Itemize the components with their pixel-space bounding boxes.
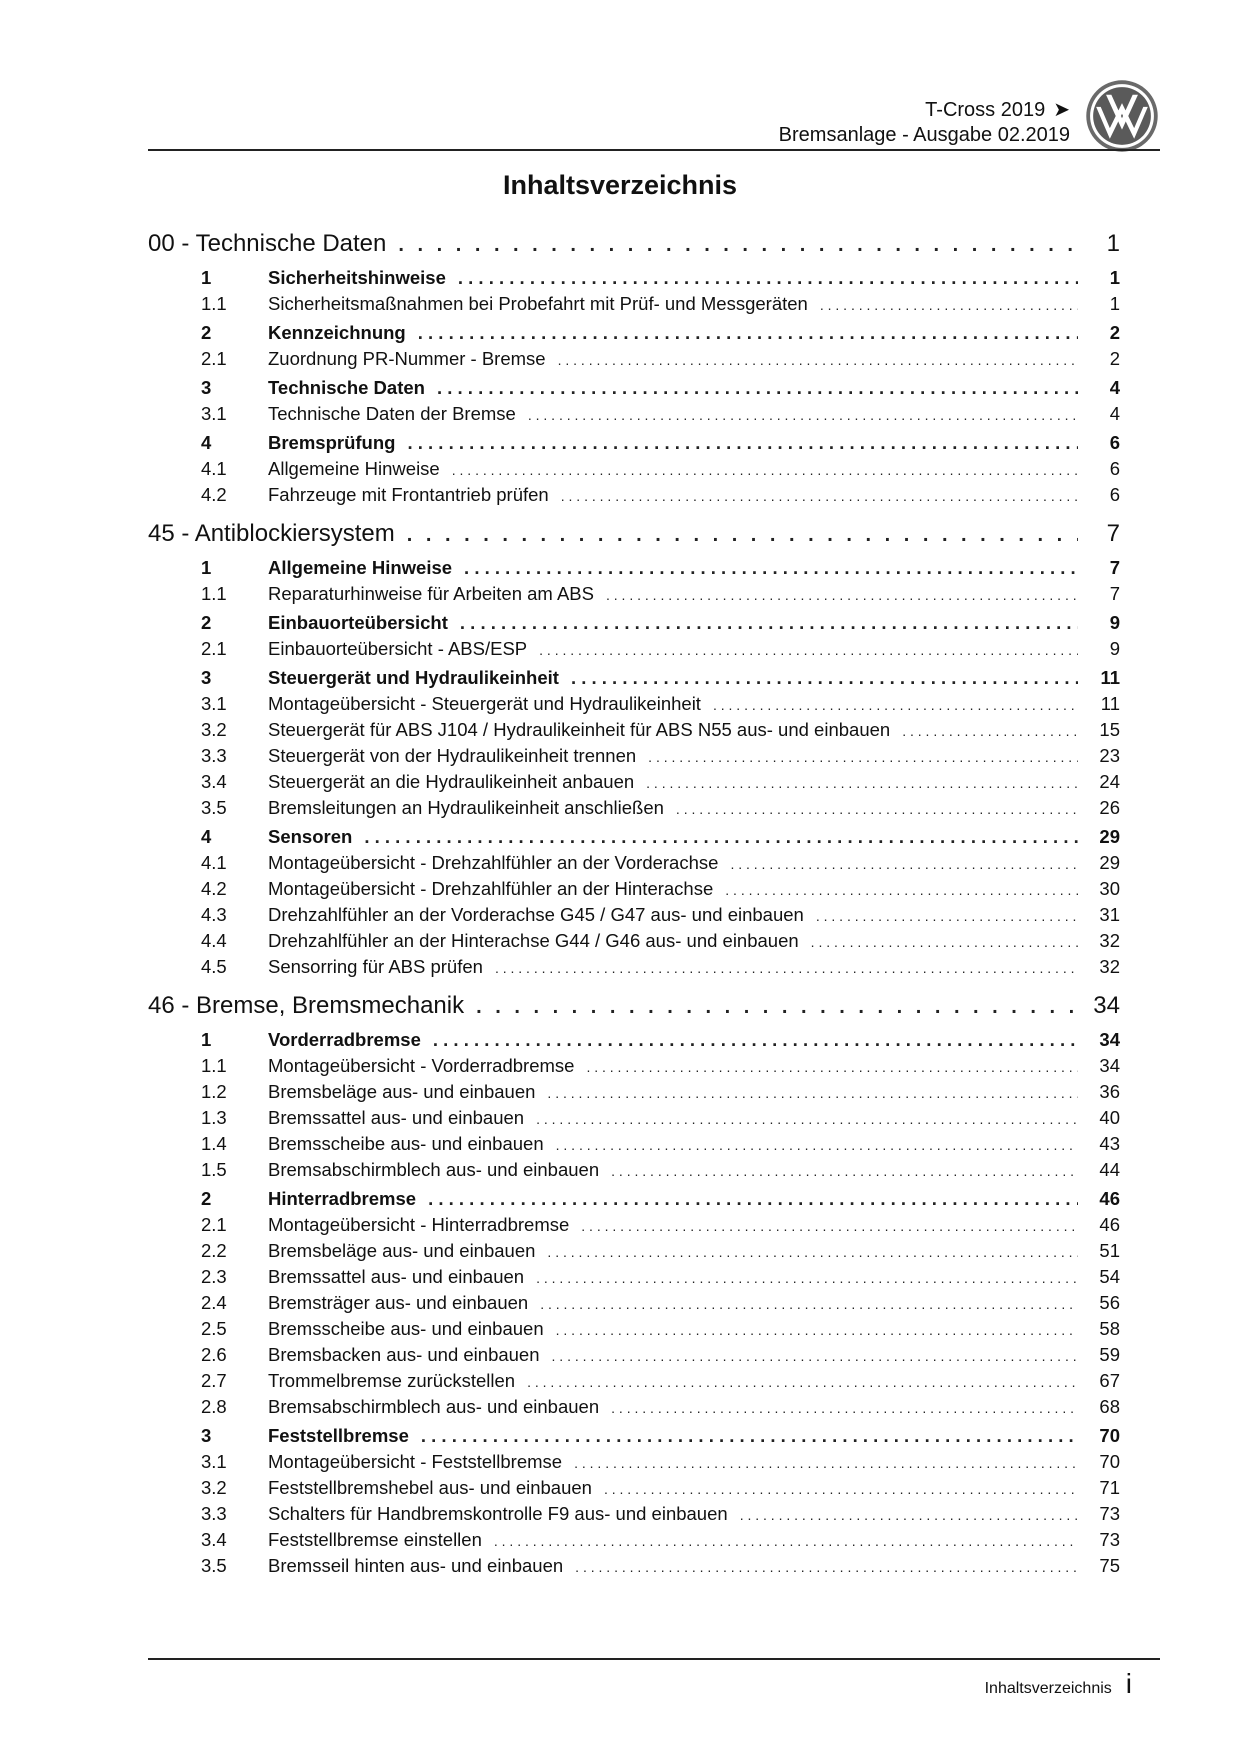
dot-leader <box>648 749 1078 765</box>
toc-page-number: 1 <box>1109 267 1120 288</box>
dot-leader <box>740 1507 1078 1523</box>
toc-entry-label: Trommelbremse zurückstellen <box>268 1370 516 1391</box>
toc-entry-number: 3.2 <box>201 719 227 740</box>
dot-leader <box>536 1111 1078 1127</box>
toc-sub[interactable] <box>148 293 1120 319</box>
toc-page-number: 68 <box>1099 1396 1120 1417</box>
dot-leader <box>604 1481 1078 1497</box>
toc-page-number: 73 <box>1099 1529 1120 1550</box>
toc-entry-label: Bremsabschirmblech aus- und einbauen <box>268 1159 600 1180</box>
toc-sub[interactable] <box>148 1266 1120 1292</box>
toc-entry-number: 2 <box>201 1188 212 1209</box>
toc-entry-number: 1.2 <box>201 1081 227 1102</box>
toc-page-number: 26 <box>1099 797 1120 818</box>
toc-page-number: 70 <box>1099 1451 1120 1472</box>
footer-rule <box>148 1658 1160 1660</box>
header-subtitle: Bremsanlage - Ausgabe 02.2019 <box>778 124 1070 146</box>
toc-page-number: 46 <box>1099 1214 1120 1235</box>
toc-chapter[interactable] <box>148 230 1120 264</box>
toc-entry-label: Steuergerät an die Hydraulikeinheit anbauen <box>268 771 635 792</box>
toc-entry-label: Sicherheitsmaßnahmen bei Probefahrt mit Prüf- und Messgeräten <box>268 293 808 314</box>
toc-page-number: 9 <box>1109 638 1120 659</box>
dot-leader <box>606 587 1078 603</box>
toc-entry-label: Montageübersicht - Vorderradbremse <box>268 1055 575 1076</box>
toc-sub[interactable] <box>148 852 1120 878</box>
toc-section[interactable] <box>148 377 1120 403</box>
toc-entry-label: Technische Daten der Bremse <box>268 403 516 424</box>
toc-section[interactable] <box>148 826 1120 852</box>
toc-page-number: 7 <box>1109 557 1120 578</box>
toc-section[interactable] <box>148 1425 1120 1451</box>
toc-sub[interactable] <box>148 1370 1120 1396</box>
toc-page-number: 4 <box>1109 403 1120 424</box>
toc-page-number: 2 <box>1109 348 1120 369</box>
toc-sub[interactable] <box>148 458 1120 484</box>
toc-page-number: 71 <box>1099 1477 1120 1498</box>
toc-sub[interactable] <box>148 638 1120 664</box>
dot-leader <box>556 1137 1078 1153</box>
toc-entry-label: Hinterradbremse <box>268 1188 417 1209</box>
dot-leader <box>676 801 1078 817</box>
toc-page-number: 6 <box>1109 484 1120 505</box>
toc-entry-number: 3 <box>201 1425 212 1446</box>
toc-entry-label: 46 - Bremse, Bremsmechanik <box>148 992 465 1019</box>
dot-leader <box>730 856 1078 872</box>
dot-leader <box>458 267 1078 289</box>
toc-sub[interactable] <box>148 1318 1120 1344</box>
dot-leader <box>547 1244 1078 1260</box>
dot-leader <box>528 407 1078 423</box>
toc-entry-number: 4.4 <box>201 930 227 951</box>
toc-entry-label: 00 - Technische Daten <box>148 230 387 257</box>
toc-sub[interactable] <box>148 1240 1120 1266</box>
toc-page-number: 56 <box>1099 1292 1120 1313</box>
toc-entry-number: 2 <box>201 612 212 633</box>
toc-sub[interactable] <box>148 771 1120 797</box>
dot-leader <box>428 1188 1078 1210</box>
toc-page-number: 73 <box>1099 1503 1120 1524</box>
toc-section[interactable] <box>148 322 1120 348</box>
dot-leader <box>646 775 1078 791</box>
toc-entry-number: 3.3 <box>201 1503 227 1524</box>
toc-page-number: 30 <box>1099 878 1120 899</box>
toc-sub[interactable] <box>148 1396 1120 1422</box>
toc-entry-label: Feststellbremse <box>268 1425 409 1446</box>
dot-leader <box>725 882 1078 898</box>
toc-section[interactable] <box>148 432 1120 458</box>
dot-leader <box>407 524 1078 547</box>
dot-leader <box>464 557 1078 579</box>
dot-leader <box>611 1400 1078 1416</box>
toc-entry-number: 1.4 <box>201 1133 227 1154</box>
dot-leader <box>581 1218 1078 1234</box>
toc-entry-number: 1 <box>201 267 212 288</box>
toc-entry-label: Montageübersicht - Drehzahlfühler an der Hinterachse <box>268 878 714 899</box>
dot-leader <box>820 297 1078 313</box>
toc-entry-label: 45 - Antiblockiersystem <box>148 520 395 547</box>
header-model: T-Cross 2019 <box>925 99 1046 121</box>
dot-leader <box>552 1348 1078 1364</box>
toc-entry-label: Sicherheitshinweise <box>268 267 446 288</box>
toc-entry-label: Schalters für Handbremskontrolle F9 aus- und einbauen <box>268 1503 728 1524</box>
toc-page-number: 43 <box>1099 1133 1120 1154</box>
toc-sub[interactable] <box>148 1529 1120 1555</box>
toc-entry-label: Technische Daten <box>268 377 425 398</box>
footer-label: Inhaltsverzeichnis <box>984 1680 1112 1697</box>
toc-page-number: 29 <box>1099 852 1120 873</box>
toc-sub[interactable] <box>148 745 1120 771</box>
dot-leader <box>558 352 1078 368</box>
running-header <box>779 98 1070 148</box>
toc-entry-label: Bremsscheibe aus- und einbauen <box>268 1133 544 1154</box>
header-model-line <box>779 98 1070 123</box>
toc-entry-number: 2.8 <box>201 1396 227 1417</box>
dot-leader <box>575 1559 1078 1575</box>
toc-sub[interactable] <box>148 484 1120 510</box>
toc-sub[interactable] <box>148 1081 1120 1107</box>
toc-page-number: 32 <box>1099 930 1120 951</box>
toc-entry-number: 4 <box>201 826 212 847</box>
toc-entry-label: Steuergerät für ABS J104 / Hydraulikeinheit für ABS N55 aus- und einbauen <box>268 719 891 740</box>
dot-leader <box>421 1425 1078 1447</box>
toc-entry-number: 3.2 <box>201 1477 227 1498</box>
toc-entry-label: Kennzeichnung <box>268 322 406 343</box>
dot-leader <box>816 908 1078 924</box>
dot-leader <box>574 1455 1078 1471</box>
toc-page-number: 34 <box>1099 1029 1120 1050</box>
toc-page-number: 58 <box>1099 1318 1120 1339</box>
toc-entry-number: 3.1 <box>201 403 227 424</box>
toc-sub[interactable] <box>148 1451 1120 1477</box>
toc-sub[interactable] <box>148 1214 1120 1240</box>
toc-page-number: 2 <box>1109 322 1120 343</box>
toc-section[interactable] <box>148 612 1120 638</box>
toc-page-number: 54 <box>1099 1266 1120 1287</box>
toc-entry-number: 2.4 <box>201 1292 227 1313</box>
toc-sub[interactable] <box>148 1107 1120 1133</box>
toc-entry-label: Vorderradbremse <box>268 1029 421 1050</box>
toc-entry-label: Feststellbremshebel aus- und einbauen <box>268 1477 592 1498</box>
toc-entry-label: Bremsscheibe aus- und einbauen <box>268 1318 544 1339</box>
toc-section[interactable] <box>148 1188 1120 1214</box>
toc-page-number: 1 <box>1106 230 1120 257</box>
toc-sub[interactable] <box>148 1159 1120 1185</box>
toc-entry-label: Einbauorteübersicht - ABS/ESP <box>268 638 528 659</box>
toc-page-number: 6 <box>1109 458 1120 479</box>
dot-leader <box>586 1059 1078 1075</box>
toc-section[interactable] <box>148 667 1120 693</box>
dot-leader <box>452 462 1078 478</box>
toc-entry-number: 3 <box>201 667 212 688</box>
toc-entry-number: 2.1 <box>201 1214 227 1235</box>
toc-entry-number: 1.1 <box>201 1055 227 1076</box>
toc-entry-label: Zuordnung PR-Nummer - Bremse <box>268 348 546 369</box>
toc-entry-label: Sensorring für ABS prüfen <box>268 956 483 977</box>
toc-page-number: 29 <box>1099 826 1120 847</box>
toc-entry-label: Steuergerät von der Hydraulikeinheit trennen <box>268 745 637 766</box>
toc-sub[interactable] <box>148 904 1120 930</box>
toc-chapter[interactable] <box>148 520 1120 554</box>
toc-page-number: 67 <box>1099 1370 1120 1391</box>
toc-entry-number: 3.1 <box>201 1451 227 1472</box>
toc-entry-number: 4.5 <box>201 956 227 977</box>
toc-page-number: 75 <box>1099 1555 1120 1576</box>
toc-page-number: 34 <box>1099 1055 1120 1076</box>
dot-leader <box>433 1029 1078 1051</box>
toc-sub[interactable] <box>148 719 1120 745</box>
toc-entry-label: Montageübersicht - Steuergerät und Hydraulikeinheit <box>268 693 701 714</box>
toc-entry-label: Steuergerät und Hydraulikeinheit <box>268 667 559 688</box>
toc-sub[interactable] <box>148 1477 1120 1503</box>
toc-entry-number: 2.6 <box>201 1344 227 1365</box>
dot-leader <box>460 612 1078 634</box>
toc-sub[interactable] <box>148 693 1120 719</box>
toc-sub[interactable] <box>148 1055 1120 1081</box>
dot-leader <box>547 1085 1078 1101</box>
toc-entry-label: Bremsträger aus- und einbauen <box>268 1292 529 1313</box>
toc-page-number: 4 <box>1109 377 1120 398</box>
toc-page-number: 46 <box>1099 1188 1120 1209</box>
toc-entry-label: Bremsbeläge aus- und einbauen <box>268 1081 536 1102</box>
toc-entry-label: Reparaturhinweise für Arbeiten am ABS <box>268 583 594 604</box>
dot-leader <box>811 934 1078 950</box>
dot-leader <box>407 432 1078 454</box>
toc-entry-number: 4.1 <box>201 458 227 479</box>
toc-sub[interactable] <box>148 583 1120 609</box>
toc-section[interactable] <box>148 557 1120 583</box>
toc-entry-number: 2.2 <box>201 1240 227 1261</box>
next-arrow-icon: ➤ <box>1053 99 1070 121</box>
toc-entry-label: Bremssattel aus- und einbauen <box>268 1107 525 1128</box>
toc-page-number: 44 <box>1099 1159 1120 1180</box>
toc-entry-label: Bremsbacken aus- und einbauen <box>268 1344 540 1365</box>
toc-chapter[interactable] <box>148 992 1120 1026</box>
toc-entry-number: 1.5 <box>201 1159 227 1180</box>
toc-entry-label: Bremssattel aus- und einbauen <box>268 1266 525 1287</box>
toc-entry-number: 4 <box>201 432 212 453</box>
toc-entry-label: Allgemeine Hinweise <box>268 458 440 479</box>
dot-leader <box>398 234 1078 257</box>
dot-leader <box>418 322 1078 344</box>
toc-page-number: 32 <box>1099 956 1120 977</box>
toc-entry-number: 2.1 <box>201 348 227 369</box>
dot-leader <box>611 1163 1078 1179</box>
toc-entry-number: 1.1 <box>201 293 227 314</box>
toc-entry-label: Einbauorteübersicht <box>268 612 448 633</box>
dot-leader <box>476 996 1078 1019</box>
header-rule <box>148 149 1160 151</box>
toc-entry-label: Drehzahlfühler an der Hinterachse G44 / G46 aus- und einbauen <box>268 930 799 951</box>
toc-entry-label: Montageübersicht - Feststellbremse <box>268 1451 563 1472</box>
toc-section[interactable] <box>148 267 1120 293</box>
toc-sub[interactable] <box>148 930 1120 956</box>
toc-entry-number: 3.4 <box>201 771 227 792</box>
toc-entry-number: 3.4 <box>201 1529 227 1550</box>
toc-entry-label: Bremsbeläge aus- und einbauen <box>268 1240 536 1261</box>
toc-entry-number: 4.2 <box>201 484 227 505</box>
dot-leader <box>495 960 1078 976</box>
toc-page-number: 7 <box>1109 583 1120 604</box>
toc-page-number: 15 <box>1099 719 1120 740</box>
toc-sub[interactable] <box>148 1503 1120 1529</box>
toc-entry-label: Feststellbremse einstellen <box>268 1529 482 1550</box>
toc-entry-label: Bremsleitungen an Hydraulikeinheit anschließen <box>268 797 664 818</box>
toc-entry-number: 2.7 <box>201 1370 227 1391</box>
toc-page-number: 11 <box>1100 693 1120 714</box>
toc-entry-number: 3 <box>201 377 212 398</box>
toc-entry-label: Bremsabschirmblech aus- und einbauen <box>268 1396 600 1417</box>
toc-page-number: 7 <box>1106 520 1120 547</box>
toc-sub[interactable] <box>148 348 1120 374</box>
toc-sub[interactable] <box>148 797 1120 823</box>
toc-entry-label: Montageübersicht - Hinterradbremse <box>268 1214 570 1235</box>
toc-page-number: 40 <box>1099 1107 1120 1128</box>
toc-page-number: 6 <box>1109 432 1120 453</box>
toc-entry-number: 2.5 <box>201 1318 227 1339</box>
dot-leader <box>713 697 1078 713</box>
dot-leader <box>540 1296 1078 1312</box>
toc-entry-number: 3.1 <box>201 693 227 714</box>
toc-page-number: 36 <box>1099 1081 1120 1102</box>
toc-sub[interactable] <box>148 1292 1120 1318</box>
dot-leader <box>902 723 1078 739</box>
dot-leader <box>556 1322 1078 1338</box>
table-of-contents <box>148 230 1120 1581</box>
toc-page-number: 70 <box>1099 1425 1120 1446</box>
toc-sub[interactable] <box>148 956 1120 982</box>
footer-page-number: i <box>1125 1668 1132 1699</box>
dot-leader <box>527 1374 1078 1390</box>
toc-sub[interactable] <box>148 403 1120 429</box>
toc-entry-label: Fahrzeuge mit Frontantrieb prüfen <box>268 484 549 505</box>
toc-section[interactable] <box>148 1029 1120 1055</box>
toc-entry-label: Drehzahlfühler an der Vorderachse G45 / G47 aus- und einbauen <box>268 904 804 925</box>
toc-entry-number: 3.5 <box>201 1555 227 1576</box>
toc-entry-label: Allgemeine Hinweise <box>268 557 453 578</box>
dot-leader <box>536 1270 1078 1286</box>
toc-entry-number: 3.3 <box>201 745 227 766</box>
toc-sub[interactable] <box>148 1133 1120 1159</box>
toc-entry-number: 3.5 <box>201 797 227 818</box>
toc-page-number: 23 <box>1099 745 1120 766</box>
toc-entry-label: Bremsseil hinten aus- und einbauen <box>268 1555 564 1576</box>
page-title: Inhaltsverzeichnis <box>502 170 738 200</box>
toc-entry-number: 1 <box>201 1029 212 1050</box>
dot-leader <box>561 488 1078 504</box>
page-footer <box>985 1668 1132 1700</box>
toc-page-number: 24 <box>1099 771 1120 792</box>
toc-entry-number: 2.3 <box>201 1266 227 1287</box>
vw-logo-icon <box>1084 78 1160 154</box>
dot-leader <box>571 667 1078 689</box>
toc-entry-number: 2 <box>201 322 212 343</box>
toc-page-number: 11 <box>1100 667 1120 688</box>
toc-entry-number: 2.1 <box>201 638 227 659</box>
toc-entry-label: Sensoren <box>268 826 353 847</box>
dot-leader <box>364 826 1078 848</box>
toc-entry-number: 1 <box>201 557 212 578</box>
toc-page-number: 1 <box>1109 293 1120 314</box>
toc-sub[interactable] <box>148 878 1120 904</box>
toc-page-number: 31 <box>1099 904 1120 925</box>
toc-sub[interactable] <box>148 1555 1120 1581</box>
toc-entry-number: 1.1 <box>201 583 227 604</box>
toc-page-number: 9 <box>1109 612 1120 633</box>
toc-entry-label: Montageübersicht - Drehzahlfühler an der Vorderachse <box>268 852 719 873</box>
toc-entry-label: Bremsprüfung <box>268 432 396 453</box>
toc-entry-number: 4.3 <box>201 904 227 925</box>
toc-entry-number: 1.3 <box>201 1107 227 1128</box>
dot-leader <box>494 1533 1078 1549</box>
dot-leader <box>539 642 1078 658</box>
toc-page-number: 51 <box>1099 1240 1120 1261</box>
toc-entry-number: 4.1 <box>201 852 227 873</box>
toc-entry-number: 4.2 <box>201 878 227 899</box>
toc-page-number: 59 <box>1099 1344 1120 1365</box>
toc-page-number: 34 <box>1093 992 1120 1019</box>
toc-sub[interactable] <box>148 1344 1120 1370</box>
dot-leader <box>437 377 1078 399</box>
